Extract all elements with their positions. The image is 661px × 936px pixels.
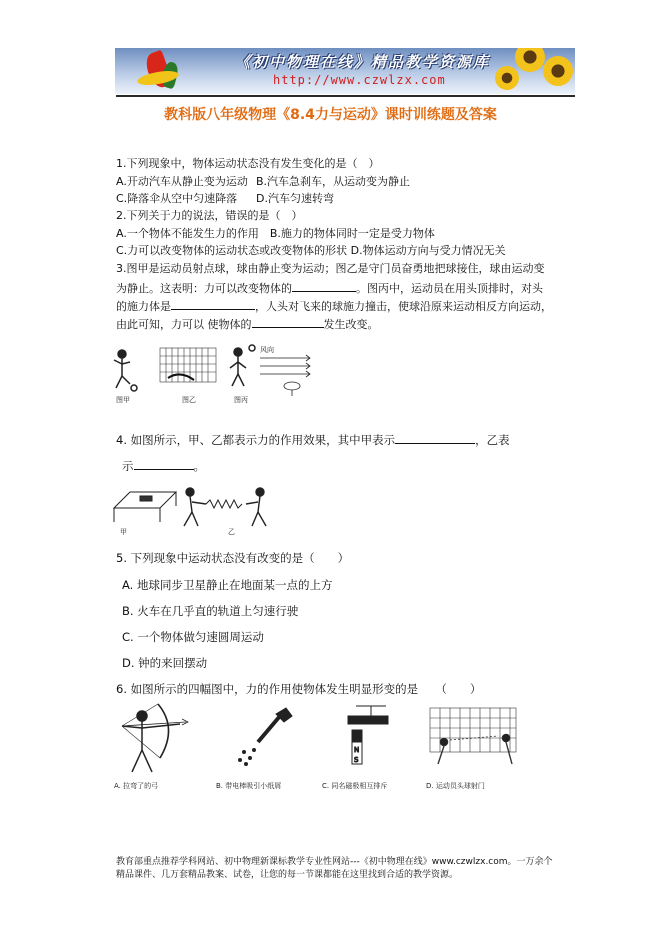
q5-option-a: A. 地球同步卫星静止在地面某一点的上方 bbox=[122, 578, 333, 592]
q6-stem: 6. 如图所示的四幅图中，力的作用使物体发生明显形变的是 （ ） bbox=[116, 682, 482, 696]
figure-caption-c: C. 同名磁极相互排斥 bbox=[322, 782, 388, 790]
q3-line-1: 3.图甲是运动员射点球，球由静止变为运动；图乙是守门员奋勇地把球接住，球由运动变 bbox=[116, 262, 545, 275]
figure-caption-a: A. 拉弯了的弓 bbox=[114, 782, 159, 790]
q3-blank-2[interactable] bbox=[171, 298, 255, 310]
q4-blank-2[interactable] bbox=[134, 458, 194, 470]
q1-option-c: C.降落伞从空中匀速降落 bbox=[116, 192, 238, 205]
magnet-s-label: S bbox=[354, 756, 359, 764]
banner-title: 《初中物理在线》精品教学资源库 bbox=[235, 53, 491, 71]
q5-stem: 5. 下列现象中运动状态没有改变的是（ ） bbox=[116, 551, 350, 565]
q3-line-4: 由此可知，力可以 使物体的 发生改变。 bbox=[116, 318, 379, 331]
q3-blank-1[interactable] bbox=[292, 280, 356, 292]
figure-caption: 甲 bbox=[120, 528, 127, 536]
q4-line-2: 示 。 bbox=[122, 459, 205, 473]
q6-figure bbox=[108, 702, 528, 794]
page-footer: 教育部重点推荐学科网站、初中物理新课标教学专业性网站---《初中物理在线》www.czwlzx.com。一万余个精品课件、几万套精品教案、试卷，让您的每一节课都能在这里找到合适的教学资源。 bbox=[116, 857, 553, 880]
q2-stem: 2.下列关于力的说法，错误的是（ ） bbox=[116, 209, 303, 222]
q1-option-a: A.开动汽车从静止变为运动 bbox=[116, 175, 248, 188]
header-rule bbox=[116, 95, 575, 97]
figure-caption: 图丙 bbox=[234, 396, 248, 404]
wind-arrows bbox=[260, 355, 310, 396]
sunflower-icon bbox=[515, 48, 545, 72]
q2-option-ab: A.一个物体不能发生力的作用 B.施力的物体同时一定是受力物体 bbox=[116, 227, 435, 240]
magnets bbox=[348, 706, 388, 764]
kicker-figure bbox=[114, 350, 137, 391]
q3-line-3: 的施力体是 ，人头对飞来的球施力撞击，使球沿原来运动相反方向运动， bbox=[116, 300, 552, 313]
page-title: 教科版八年级物理《8.4力与运动》课时训练题及答案 bbox=[164, 107, 497, 123]
q4-line-1: 4. 如图所示，甲、乙都表示力的作用效果，其中甲表示 ，乙表 bbox=[116, 433, 510, 447]
q5-option-b: B. 火车在几乎直的轨道上匀速行驶 bbox=[122, 604, 299, 618]
tug-of-spring bbox=[184, 488, 266, 526]
table-with-block bbox=[114, 492, 176, 522]
figure-caption-d: D. 运动员头球射门 bbox=[426, 782, 485, 790]
figure-caption-b: B. 带电棒吸引小纸屑 bbox=[216, 782, 282, 790]
q5-option-c: C. 一个物体做匀速圆周运动 bbox=[122, 630, 264, 644]
banner-url[interactable]: http://www.czwlzx.com bbox=[273, 73, 446, 87]
charged-rod bbox=[239, 708, 293, 766]
q2-option-cd: C.力可以改变物体的运动状态或改变物体的形状 D.物体运动方向与受力情况无关 bbox=[116, 244, 506, 257]
sunflower-icon bbox=[495, 66, 519, 90]
q5-option-d: D. 钟的来回摆动 bbox=[122, 656, 208, 670]
header-player bbox=[230, 345, 255, 386]
q3-line-2: 为静止。这表明：力可以改变物体的 。图丙中，运动员在用头顶排时，对头 bbox=[116, 282, 543, 295]
q4-figure bbox=[110, 482, 280, 538]
q4-blank-1[interactable] bbox=[395, 432, 475, 444]
q1-option-b: B.汽车急刹车，从运动变为静止 bbox=[256, 175, 411, 188]
goal-net bbox=[160, 348, 216, 382]
q3-blank-3[interactable] bbox=[252, 316, 324, 328]
figure-caption: 风向 bbox=[260, 346, 274, 354]
q3-figure bbox=[110, 340, 330, 404]
sunflower-icon bbox=[543, 56, 573, 86]
q1-option-d: D.汽车匀速转弯 bbox=[256, 192, 334, 205]
figure-caption: 图甲 bbox=[116, 396, 130, 404]
q1-stem: 1.下列现象中，物体运动状态没有发生变化的是（ ） bbox=[116, 157, 380, 170]
header-banner bbox=[115, 48, 575, 94]
magnet-n-label: N bbox=[354, 746, 360, 754]
figure-caption: 乙 bbox=[228, 528, 235, 536]
archer-figure bbox=[122, 704, 188, 772]
header-goal bbox=[430, 708, 516, 764]
figure-caption: 图乙 bbox=[182, 396, 196, 404]
